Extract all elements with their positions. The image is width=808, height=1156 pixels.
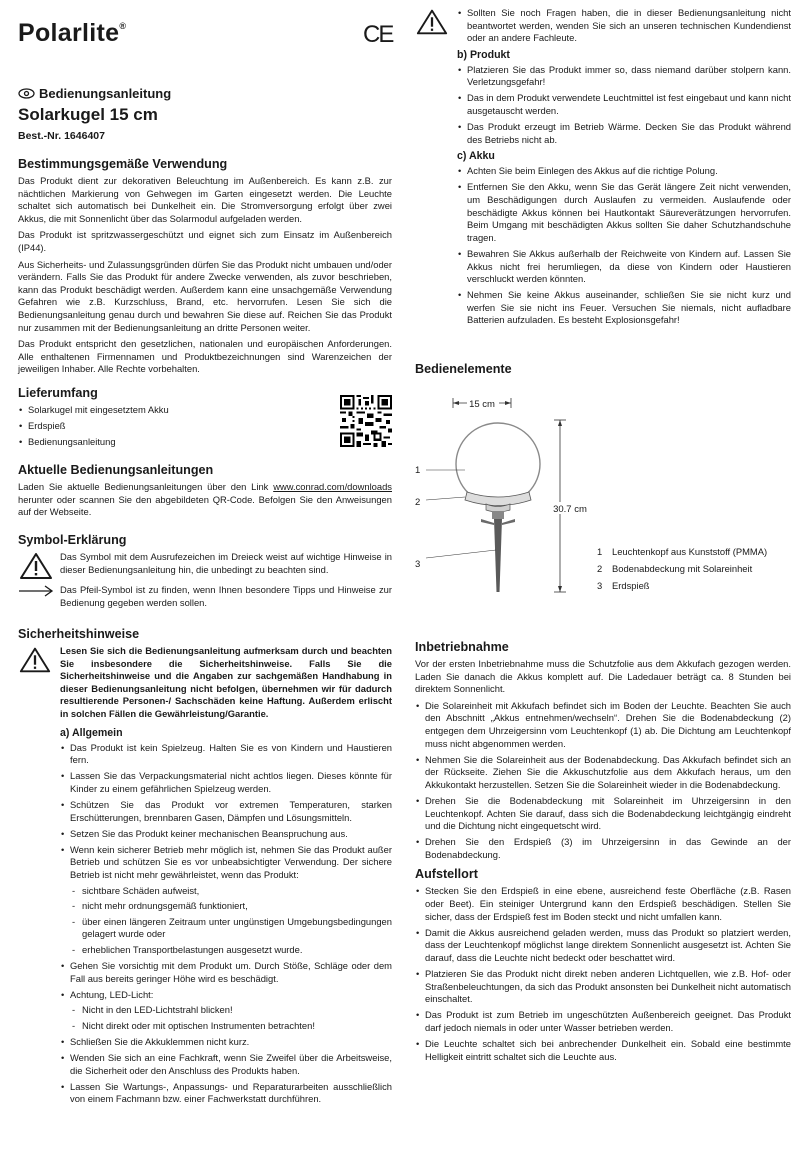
list-item: - sichtbare Schäden aufweist, <box>70 885 392 898</box>
safety-intro: Lesen Sie sich die Bedienungsanleitung aufmerksam durch und beachten Sie insbesondere die Sicherheitshinweise. Falls Sie die Sicherheitshinweise und die Angaben zur sachgemäßen Handhabung in dieser Bedienungsanleitung nicht befolgen, übernehmen wir für dadurch resultierende Personen-/ Sachschäden keine Haftung. Außerdem erlischt in solchen Fällen die Gewährleistung/Garantie. <box>60 645 392 719</box>
intended-use-section <box>18 157 392 380</box>
product-diagram <box>415 382 615 614</box>
callout-number: 3 <box>415 559 421 570</box>
ce-mark: CE <box>363 21 393 48</box>
list-item: • Setzen Sie das Produkt keiner mechanischen Beanspruchung aus. <box>60 828 392 841</box>
article-number: Best.-Nr. 1646407 <box>18 130 105 142</box>
product-heading: b) Produkt <box>457 48 510 61</box>
list-item: - Nicht direkt oder mit optischen Instrumenten betrachten! <box>70 1020 392 1033</box>
intended-use-paragraph: Aus Sicherheits- und Zulassungsgründen dürfen Sie das Produkt nicht umbauen und/oder verändern. Falls Sie das Produkt für andere Zwecke verwenden, als zuvor beschrieben, kann das Produkt beschädigt werden. Außerdem kann eine unsachgemäße Verwendung Gefahren wie z.B. Kurzschluss, Brand, etc. hervorrufen. Lesen Sie sich die Bedienungsanleitung genau durch und bewahren Sie diese auf. Reichen Sie das Produkt nur zusammen mit der Bedienungsanleitung an dritte Personen weiter. <box>18 258 392 333</box>
list-item: • Wenn kein sicherer Betrieb mehr möglich ist, nehmen Sie das Produkt außer Betrieb und schützen Sie es vor unbeabsichtigter Verwendung. Der sichere Betrieb ist nicht mehr gewährleistet, wenn das Produkt: - sichtbare Schäden aufweist, - nicht mehr ordnungsgemäß funktioniert, - über einen längeren Zeitraum unter ungünstigen Umgebungsbedingungen gelagert wurde oder - erheblichen Transportbelastungen ausgesetzt wurde. <box>60 844 392 957</box>
list-item: • Entfernen Sie den Akku, wenn Sie das Gerät längere Zeit nicht verwenden, um Beschädigungen durch Auslaufen zu vermeiden. Auslaufende oder beschädigte Akkus können bei Hautkontakt Säureverätzungen hervorrufen. Beim Umgang mit beschädigten Akkus sollten Sie daher Schutzhandschuhe tragen. <box>457 181 791 244</box>
list-item: • Die Leuchte schaltet sich bei anbrechender Dunkelheit ein. Sobald eine bestimmte Helligkeit eintritt schaltet sich die Leuchte aus. <box>415 1038 791 1063</box>
symbols-heading: Symbol-Erklärung <box>18 533 127 547</box>
callout-number: 2 <box>415 497 421 508</box>
battery-heading: c) Akku <box>457 150 495 163</box>
intended-use-paragraph: Das Produkt ist spritzwassergeschützt und eignet sich zum Einsatz im Außenbereich (IP44). <box>18 229 392 253</box>
list-item: • Schließen Sie die Akkuklemmen nicht kurz. <box>60 1036 392 1049</box>
product-title: Solarkugel 15 cm <box>18 105 158 124</box>
parts-legend <box>597 543 767 594</box>
brand-logo: Polarlite® <box>18 19 127 47</box>
list-item: • Erdspieß <box>18 420 392 433</box>
list-item: • Drehen Sie die Bodenabdeckung mit Solareinheit im Uhrzeigersinn in den Leuchtenkopf. Achten Sie darauf, dass sich die Bodenabdeckung leichtgängig eindreht und die Dichtung nicht eingequetscht wird. <box>415 795 791 833</box>
list-item: • Die Solareinheit mit Akkufach befindet sich im Boden der Leuchte. Beachten Sie auch den Abschnitt „Akkus entnehmen/wechseln“. Drehen Sie die Bodenabdeckung (2) entgegen dem Uhrzeigersinn vom Leuchtenkopf (1) ab. Die Dichtung am Leuchtenkopf muss nicht abgenommen werden. <box>415 700 791 750</box>
intended-use-paragraph: Das Produkt entspricht den gesetzlichen, nationalen und europäischen Anforderungen. Alle enthaltenen Firmennamen und Produktbezeichnungen sind Warenzeichen der jeweiligen Inhaber. Alle Rechte vorbehalten. <box>18 338 392 375</box>
symbols-section <box>18 533 392 612</box>
warning-triangle-icon <box>18 645 52 675</box>
intended-use-heading: Bestimmungsgemäße Verwendung <box>18 157 228 171</box>
safety-section <box>18 627 392 1109</box>
commissioning-heading: Inbetriebnahme <box>415 640 509 654</box>
list-item: • Das in dem Produkt verwendete Leuchtmittel ist fest eingebaut und kann nicht ausgetauscht werden. <box>457 92 791 117</box>
list-item: 2 Bodenabdeckung mit Solareinheit <box>597 563 753 574</box>
list-item: - Nicht in den LED-Lichtstrahl blicken! <box>70 1004 392 1017</box>
controls-section <box>415 362 791 612</box>
list-item: 1 Leuchtenkopf aus Kunststoff (PMMA) <box>597 546 768 557</box>
dimension-height-label: 30.7 cm <box>553 504 587 515</box>
download-link[interactable]: www.conrad.com/downloads <box>273 481 392 492</box>
location-heading: Aufstellort <box>415 867 478 882</box>
delivery-heading: Lieferumfang <box>18 386 98 400</box>
list-item: • Solarkugel mit eingesetztem Akku <box>18 404 392 417</box>
commissioning-section <box>415 640 791 1067</box>
list-item: • Achten Sie beim Einlegen des Akkus auf die richtige Polung. <box>457 165 791 178</box>
current-manuals-text: Laden Sie aktuelle Bedienungsanleitungen über den Link www.conrad.com/downloads herunter oder scannen Sie den abgebildeten QR-Code. Befolgen Sie den Anweisungen auf der Webseite. <box>18 481 392 518</box>
list-item: • Drehen Sie den Erdspieß (3) im Uhrzeigersinn in das Gewinde an der Bodenabdeckung. <box>415 836 791 861</box>
list-item: - erheblichen Transportbelastungen ausgesetzt wurde. <box>70 944 392 957</box>
controls-heading: Bedienelemente <box>415 362 512 376</box>
safety-heading: Sicherheitshinweise <box>18 627 140 641</box>
safety-continued <box>415 7 791 330</box>
arrow-right-icon <box>18 584 54 598</box>
list-item: • Schützen Sie das Produkt vor extremen Temperaturen, starken Erschütterungen, brennbaren Gasen, Dämpfen und Lösungsmitteln. <box>60 799 392 824</box>
list-item: • Gehen Sie vorsichtig mit dem Produkt um. Durch Stöße, Schläge oder dem Fall aus bereits geringer Höhe wird es beschädigt. <box>60 960 392 985</box>
ground-spike <box>494 519 502 592</box>
list-item: • Stecken Sie den Erdspieß in eine ebene, ausreichend feste Oberfläche (z.B. Rasen oder Beet). Ein steiniger Untergrund kann den Erdspieß beschädigen. Stellen Sie sicher, dass der Erdspieß fest im Boden steckt und nicht umfallen kann. <box>415 885 791 923</box>
list-item: • Lassen Sie das Verpackungsmaterial nicht achtlos liegen. Dieses könnte für Kinder zu einem gefährlichen Spielzeug werden. <box>60 770 392 795</box>
list-item: • Wenden Sie sich an eine Fachkraft, wenn Sie Zweifel über die Arbeitsweise, die Sicherheit oder den Anschluss des Produkts haben. <box>60 1052 392 1077</box>
current-manuals-section <box>18 463 392 523</box>
list-item: - über einen längeren Zeitraum unter ungünstigen Umgebungsbedingungen gelagert wurde oder <box>70 916 392 941</box>
commissioning-intro: Vor der ersten Inbetriebnahme muss die Schutzfolie aus dem Akkufach gezogen werden. Laden Sie danach die Akkus komplett auf. Die Ladedauer beträgt ca. 8 Stunden bei direktem Sonnenlicht. <box>415 658 791 695</box>
list-item: • Platzieren Sie das Produkt nicht direkt neben anderen Lichtquellen, wie z.B. Hof- oder Straßenbeleuchtungen, da sich das Produkt ansonsten bei Dunkelheit nicht automatisch einschaltet. <box>415 968 791 1006</box>
warning-symbol-text: Das Symbol mit dem Ausrufezeichen im Dreieck weist auf wichtige Hinweise in dieser Bedienungsanleitung hin, die unbedingt zu beachten sind. <box>60 551 392 575</box>
delivery-section <box>18 386 392 452</box>
list-item: • Damit die Akkus ausreichend geladen werden, muss das Produkt so platziert werden, dass der Leuchtenkopf möglichst lange direktem Sonnenlicht ausgesetzt ist. Achten Sie darauf, dass die Leuchte nicht bedeckt oder beschattet wird. <box>415 927 791 965</box>
list-item: • Das Produkt ist kein Spielzeug. Halten Sie es von Kindern und Haustieren fern. <box>60 742 392 767</box>
list-item: • Lassen Sie Wartungs-, Anpassungs- und Reparaturarbeiten ausschließlich von einem Fachmann bzw. einer Fachwerkstatt durchführen. <box>60 1081 392 1106</box>
dimension-width-label: 15 cm <box>469 399 495 410</box>
warning-triangle-icon <box>18 551 54 581</box>
list-item: • Bewahren Sie Akkus außerhalb der Reichweite von Kindern auf. Lassen Sie Akkus nicht frei herumliegen, da diese von Kindern oder Haustieren verschluckt werden könnten. <box>457 248 791 286</box>
intended-use-paragraph: Das Produkt dient zur dekorativen Beleuchtung im Außenbereich. Es kann z.B. zur nächtlichen Markierung von Gehwegen im Garten eingesetzt werden. Die Leuchte schaltet sich automatisch bei Dunkelheit ein. Die Stromversorgung erfolgt über zwei Akkus, die mit Sonnenlicht über das Solarmodul aufgeladen werden. <box>18 175 392 224</box>
qr-code <box>340 395 392 447</box>
warning-triangle-icon <box>415 7 449 37</box>
eye-icon <box>18 88 35 99</box>
manual-label: Bedienungsanleitung <box>18 86 171 101</box>
list-item: 3 Erdspieß <box>597 580 650 591</box>
list-item: • Das Produkt erzeugt im Betrieb Wärme. Decken Sie das Produkt während des Betriebs nicht ab. <box>457 121 791 146</box>
list-item: • Achtung, LED-Licht: - Nicht in den LED-Lichtstrahl blicken! - Nicht direkt oder mit optischen Instrumenten betrachten! <box>60 989 392 1033</box>
list-item: - nicht mehr ordnungsgemäß funktioniert, <box>70 900 392 913</box>
list-item: • Sollten Sie noch Fragen haben, die in dieser Bedienungsanleitung nicht beantwortet werden, wenden Sie sich an unseren technischen Kundendienst oder an andere Fachleute. <box>457 7 791 45</box>
arrow-symbol-text: Das Pfeil-Symbol ist zu finden, wenn Ihnen besondere Tipps und Hinweise zur Bedienung gegeben werden sollen. <box>60 584 392 608</box>
list-item: • Nehmen Sie keine Akkus auseinander, schließen Sie sie nicht kurz und werfen Sie sie nicht ins Feuer. Versuchen Sie niemals, nicht aufladbare Batterien aufzuladen. Es besteht Explosionsgefahr! <box>457 289 791 327</box>
list-item: • Nehmen Sie die Solareinheit aus der Bodenabdeckung. Das Akkufach befindet sich an der Rückseite. Ziehen Sie die Akkuschutzfolie aus dem Akkufach heraus, um den Akkukontakt herzustellen. Setzen Sie die Solareinheit wieder in die Bodenabdeckung. <box>415 754 791 792</box>
list-item: • Platzieren Sie das Produkt immer so, dass niemand darüber stolpern kann. Verletzungsgefahr! <box>457 64 791 89</box>
general-heading: a) Allgemein <box>60 726 123 739</box>
current-manuals-heading: Aktuelle Bedienungsanleitungen <box>18 463 214 477</box>
list-item: • Bedienungsanleitung <box>18 436 392 449</box>
callout-number: 1 <box>415 465 421 476</box>
list-item: • Das Produkt ist zum Betrieb im ungeschützten Außenbereich geeignet. Das Produkt darf jedoch niemals in oder unter Wasser betrieben werden. <box>415 1009 791 1034</box>
